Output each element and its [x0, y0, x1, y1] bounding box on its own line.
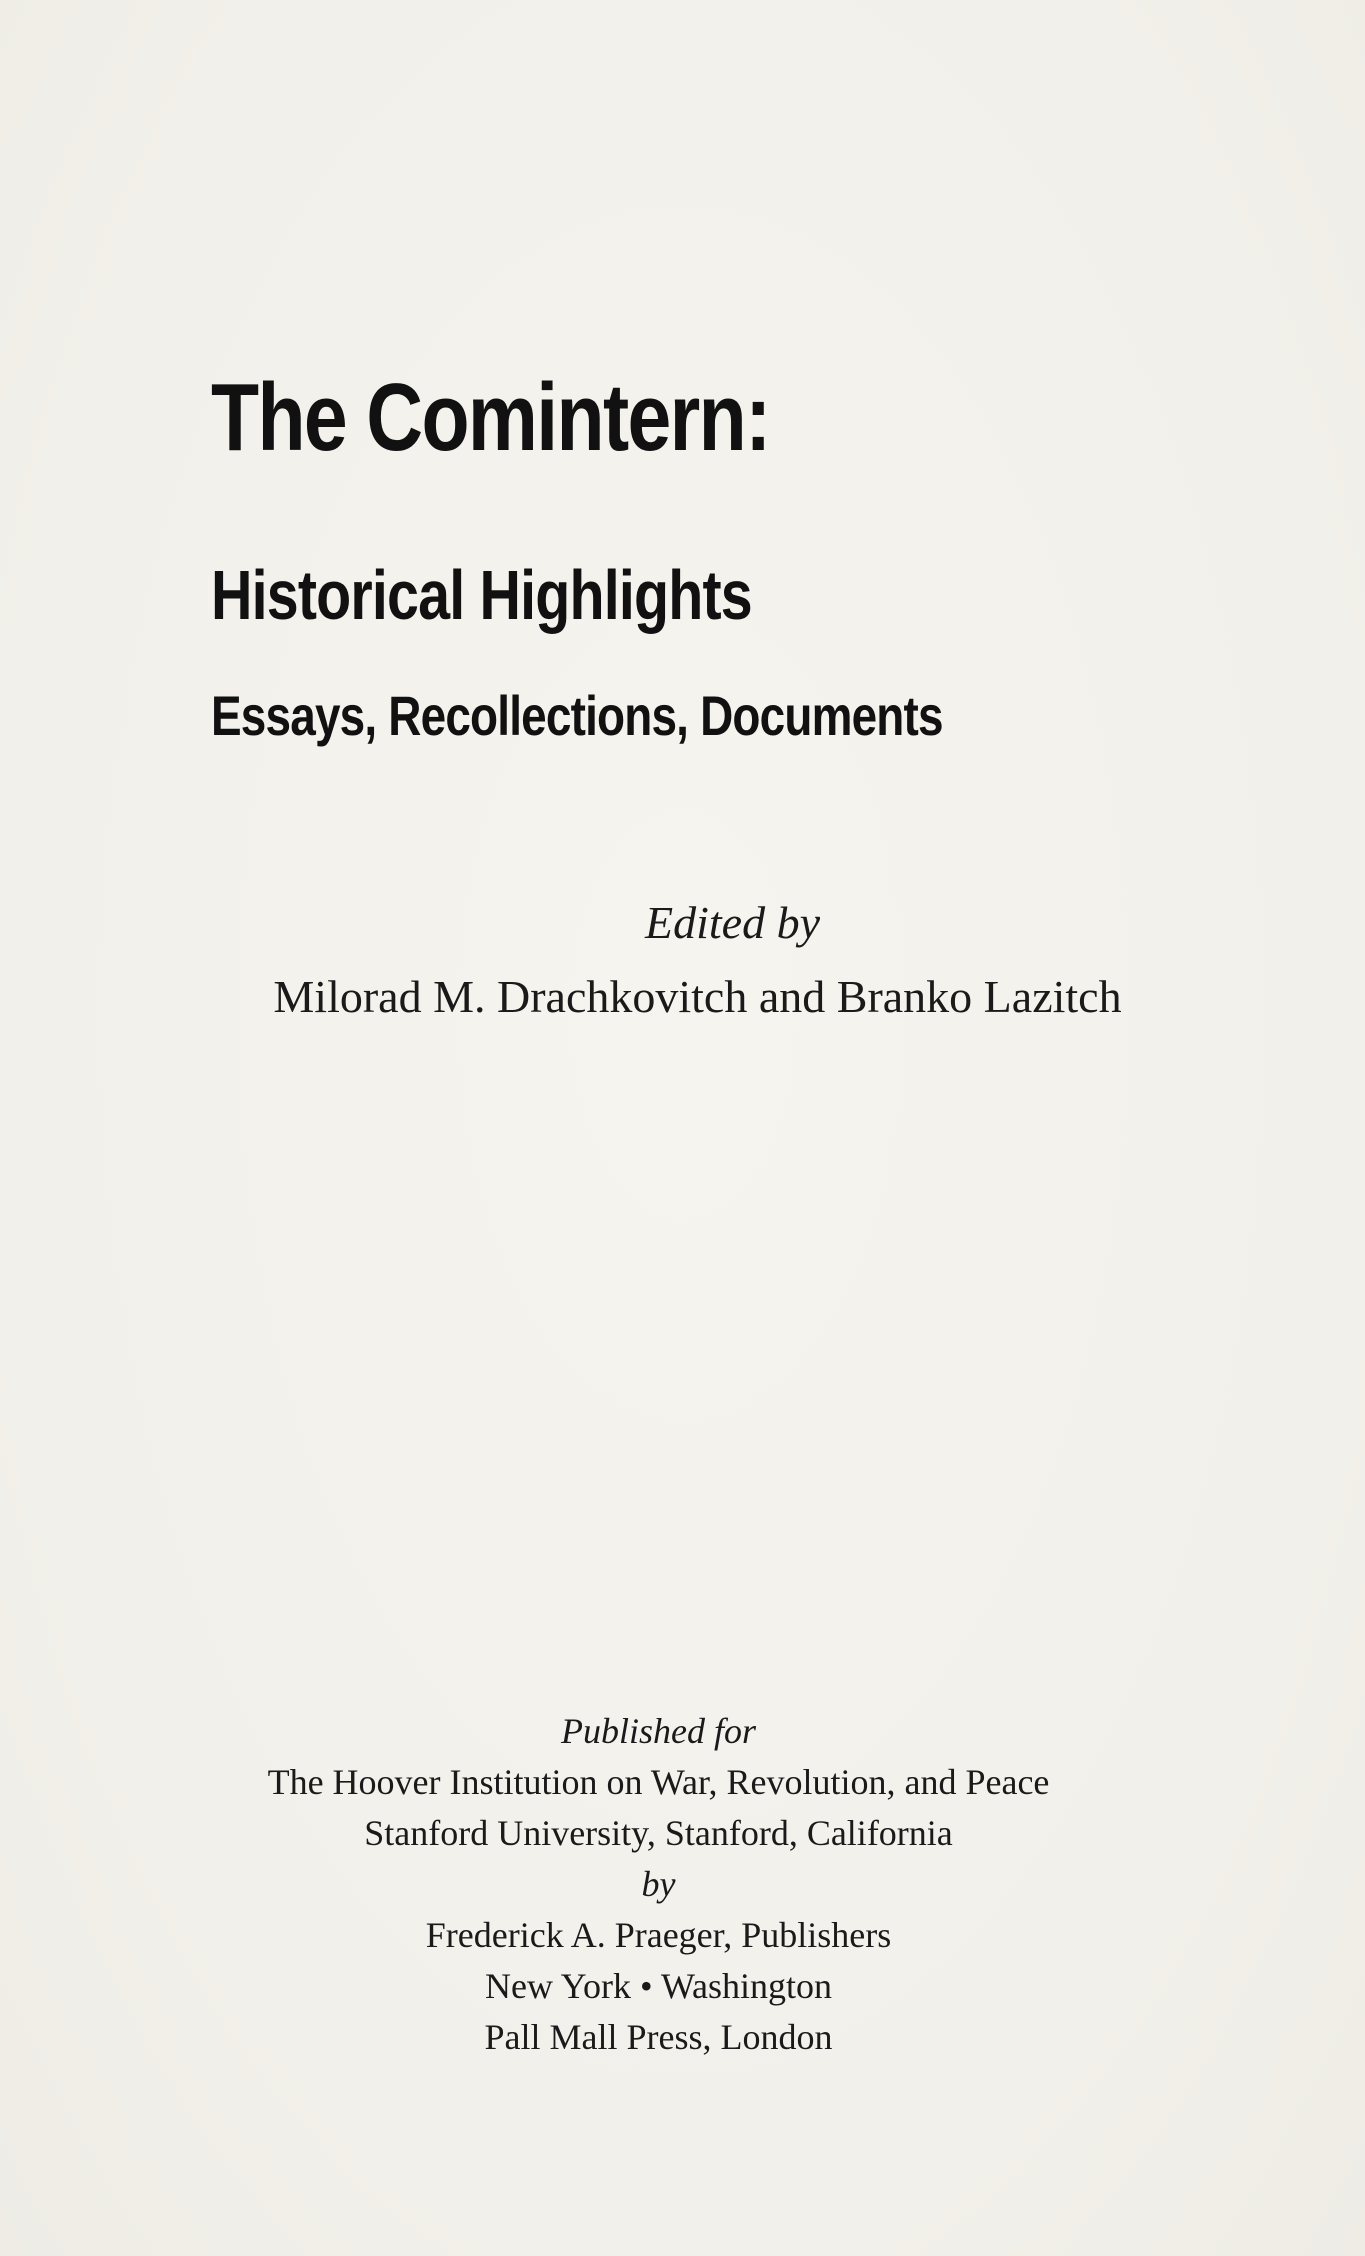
book-subtitle: Historical Highlights	[211, 556, 752, 634]
institution-name: The Hoover Institution on War, Revolution, and Peace	[267, 1762, 1050, 1802]
book-subsubtitle: Essays, Recollections, Documents	[211, 684, 943, 747]
university-name: Stanford University, Stanford, California	[364, 1813, 953, 1853]
title-block	[211, 364, 1211, 747]
published-for-label: Published for	[561, 1711, 756, 1751]
editors-block	[0, 897, 1365, 1022]
edited-by-label: Edited by	[645, 897, 820, 948]
book-title: The Comintern:	[211, 364, 770, 471]
publisher-cities: New York • Washington	[484, 1966, 833, 2006]
by-label: by	[641, 1864, 676, 1904]
editor-names: Milorad M. Drachkovitch and Branko Lazitch	[273, 971, 1122, 1022]
publisher-name: Frederick A. Praeger, Publishers	[425, 1915, 892, 1955]
publisher-block	[0, 1706, 1365, 2063]
publisher-london: Pall Mall Press, London	[484, 2017, 833, 2057]
